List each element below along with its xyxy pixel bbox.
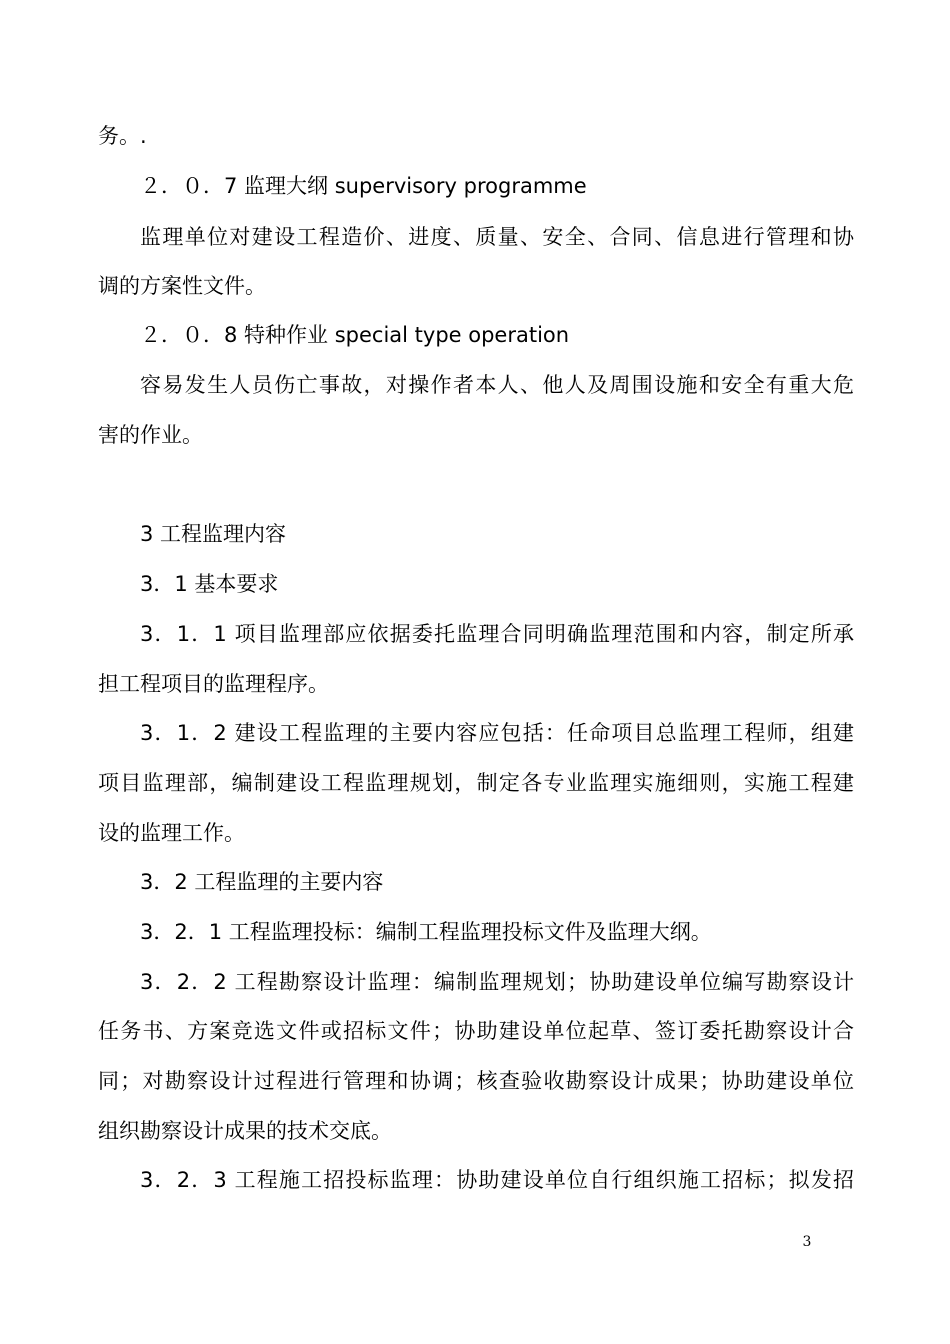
- section-heading-3-2: 3．2 工程监理的主要内容: [140, 870, 384, 894]
- text-line-11: 担工程项目的监理程序。: [98, 672, 329, 696]
- text-line-3: 监理单位对建设工程造价、进度、质量、安全、合同、信息进行管理和协: [140, 225, 854, 249]
- section-heading-3-1: 3．1 基本要求: [140, 572, 279, 596]
- chapter-heading-3: 3 工程监理内容: [140, 522, 287, 546]
- text-line-18: 任务书、方案竞选文件或招标文件；协助建设单位起草、签订委托勘察设计合: [98, 1019, 854, 1043]
- text-line-21: 3．2．3 工程施工招投标监理：协助建设单位自行组织施工招标；拟发招: [140, 1168, 854, 1192]
- text-line-12: 3．1．2 建设工程监理的主要内容应包括：任命项目总监理工程师，组建: [140, 721, 854, 745]
- text-line-4: 调的方案性文件。: [98, 274, 266, 298]
- text-line-17: 3．2．2 工程勘察设计监理：编制监理规划；协助建设单位编写勘察设计: [140, 970, 854, 994]
- text-line-20: 组织勘察设计成果的技术交底。: [98, 1119, 392, 1143]
- text-line-14: 设的监理工作。: [98, 821, 245, 845]
- section-heading-2-0-8: ２．０．8 特种作业 special type operation: [140, 323, 570, 347]
- text-line-13: 项目监理部，编制建设工程监理规划，制定各专业监理实施细则，实施工程建: [98, 771, 854, 795]
- page-number: 3: [802, 1234, 812, 1250]
- section-heading-2-0-7: ２．０．7 监理大纲 supervisory programme: [140, 174, 587, 198]
- text-line-6: 容易发生人员伤亡事故，对操作者本人、他人及周围设施和安全有重大危: [140, 373, 854, 397]
- text-line-1: 务。.: [98, 124, 147, 148]
- text-line-10: 3．1．1 项目监理部应依据委托监理合同明确监理范围和内容，制定所承: [140, 622, 854, 646]
- text-line-16: 3．2．1 工程监理投标：编制工程监理投标文件及监理大纲。: [140, 920, 712, 944]
- text-line-19: 同；对勘察设计过程进行管理和协调；核查验收勘察设计成果；协助建设单位: [98, 1069, 854, 1093]
- text-line-7: 害的作业。: [98, 423, 203, 447]
